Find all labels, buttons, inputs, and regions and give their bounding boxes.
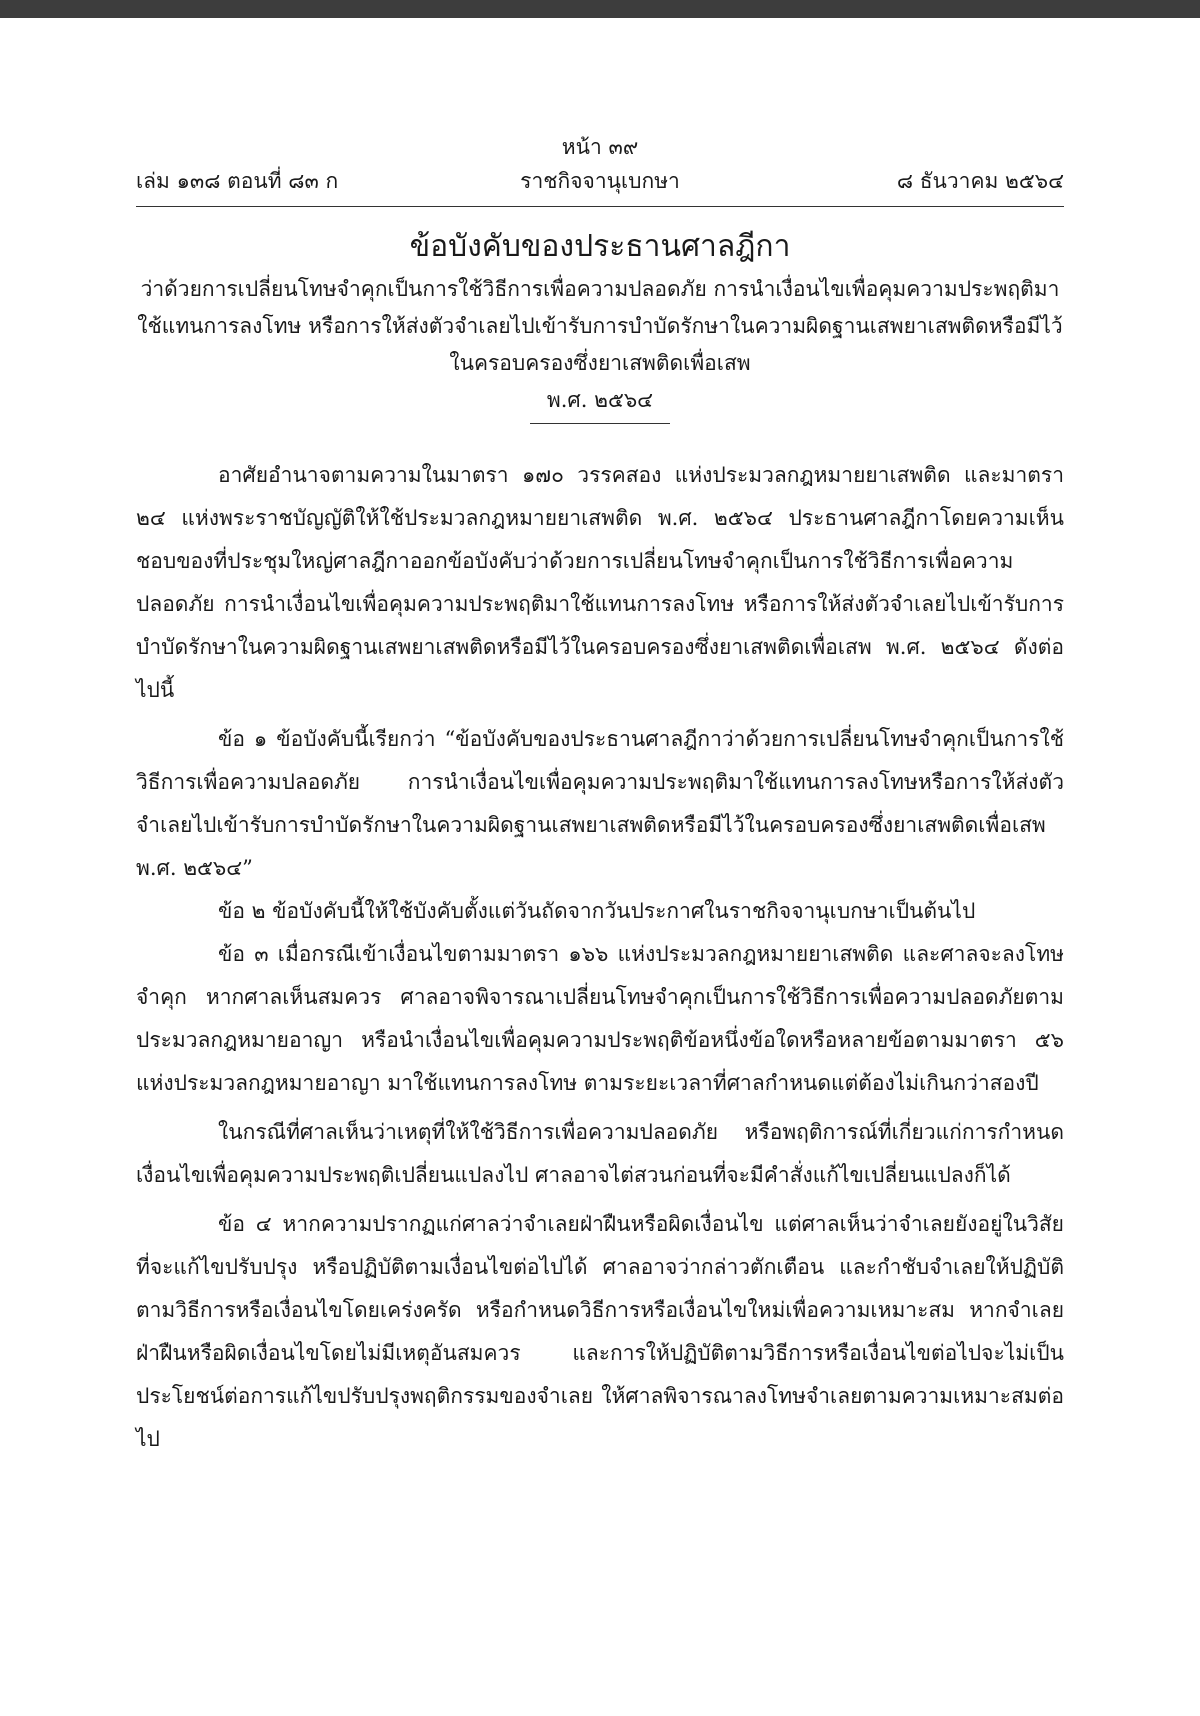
clause-3-paragraph: ข้อ ๓ เมื่อกรณีเข้าเงื่อนไขตามมาตรา ๑๖๖ แห่งประมวลกฎหมายยาเสพติด และศาลจะลงโทษจำคุก หากศาลเห็นสมควร ศาลอาจพิจารณาเปลี่ยนโทษจำคุกเป็นการใช้วิธีการเพื่อความปลอดภัยตามประมวลกฎหมายอาญา หรือนำเงื่อนไขเพื่อคุมความประพฤติข้อหนึ่งข้อใดหรือหลายข้อตามมาตรา ๕๖ แห่งประมวลกฎหมายอาญา มาใช้แทนการลงโทษ ตามระยะเวลาที่ศาลกำหนดแต่ต้องไม่เกินกว่าสองปี: [136, 942, 1064, 1095]
gazette-name: ราชกิจจานุเบกษา: [520, 169, 680, 193]
header-divider: [136, 206, 1064, 207]
document-title: ข้อบังคับของประธานศาลฎีกา: [409, 229, 791, 264]
clause-1-paragraph: ข้อ ๑ ข้อบังคับนี้เรียกว่า “ข้อบังคับของประธานศาลฎีกาว่าด้วยการเปลี่ยนโทษจำคุกเป็นการใช้วิธีการเพื่อความปลอดภัย การนำเงื่อนไขเพื่อคุมความประพฤติมาใช้แทนการลงโทษหรือการให้ส่งตัวจำเลยไปเข้ารับการบำบัดรักษาในความผิดฐานเสพยาเสพติดหรือมีไว้ในครอบครองซึ่งยาเสพติดเพื่อเสพ พ.ศ. ๒๕๖๔”: [136, 727, 1064, 880]
document-subtitle: ว่าด้วยการเปลี่ยนโทษจำคุกเป็นการใช้วิธีการเพื่อความปลอดภัย การนำเงื่อนไขเพื่อคุมความประพฤติมาใช้แทนการลงโทษ หรือการให้ส่งตัวจำเลยไปเข้ารับการบำบัดรักษาในความผิดฐานเสพยาเสพติดหรือมีไว้ในครอบครองซึ่งยาเสพติดเพื่อเสพ: [137, 277, 1063, 375]
clause-4-paragraph: ข้อ ๔ หากความปรากฏแก่ศาลว่าจำเลยฝ่าฝืนหรือผิดเงื่อนไข แต่ศาลเห็นว่าจำเลยยังอยู่ในวิสัยที่จะแก้ไขปรับปรุง หรือปฏิบัติตามเงื่อนไขต่อไปได้ ศาลอาจว่ากล่าวตักเตือน และกำชับจำเลยให้ปฏิบัติตามวิธีการหรือเงื่อนไขโดยเคร่งครัด หรือกำหนดวิธีการหรือเงื่อนไขใหม่เพื่อความเหมาะสม หากจำเลยฝ่าฝืนหรือผิดเงื่อนไขโดยไม่มีเหตุอันสมควร และการให้ปฏิบัติตามวิธีการหรือเงื่อนไขต่อไปจะไม่เป็นประโยชน์ต่อการแก้ไขปรับปรุงพฤติกรรมของจำเลย ให้ศาลพิจารณาลงโทษจำเลยตามความเหมาะสมต่อไป: [136, 1212, 1064, 1451]
title-divider: [530, 423, 670, 424]
clause-3-second-paragraph: ในกรณีที่ศาลเห็นว่าเหตุที่ให้ใช้วิธีการเพื่อความปลอดภัย หรือพฤติการณ์ที่เกี่ยวแก่การกำหนดเงื่อนไขเพื่อคุมความประพฤติเปลี่ยนแปลงไป ศาลอาจไต่สวนก่อนที่จะมีคำสั่งแก้ไขเปลี่ยนแปลงก็ได้: [136, 1120, 1064, 1187]
volume-info: เล่ม ๑๓๘ ตอนที่ ๘๓ ก: [136, 169, 339, 193]
document-body: [136, 454, 1064, 1461]
document-year: พ.ศ. ๒๕๖๔: [546, 388, 654, 412]
page-number: หน้า ๓๙: [561, 135, 639, 159]
top-status-bar: [0, 0, 1200, 18]
gazette-header: [136, 164, 1064, 198]
gazette-page: [136, 130, 1064, 1461]
clause-2-paragraph: ข้อ ๒ ข้อบังคับนี้ให้ใช้บังคับตั้งแต่วันถัดจากวันประกาศในราชกิจจานุเบกษาเป็นต้นไป: [218, 899, 976, 923]
preamble-paragraph: อาศัยอำนาจตามความในมาตรา ๑๗๐ วรรคสอง แห่งประมวลกฎหมายยาเสพติด และมาตรา ๒๔ แห่งพระราชบัญญัติให้ใช้ประมวลกฎหมายยาเสพติด พ.ศ. ๒๕๖๔ ประธานศาลฎีกาโดยความเห็นชอบของที่ประชุมใหญ่ศาลฎีกาออกข้อบังคับว่าด้วยการเปลี่ยนโทษจำคุกเป็นการใช้วิธีการเพื่อความปลอดภัย การนำเงื่อนไขเพื่อคุมความประพฤติมาใช้แทนการลงโทษ หรือการให้ส่งตัวจำเลยไปเข้ารับการบำบัดรักษาในความผิดฐานเสพยาเสพติดหรือมีไว้ในครอบครองซึ่งยาเสพติดเพื่อเสพ พ.ศ. ๒๕๖๔ ดังต่อไปนี้: [136, 463, 1064, 702]
publication-date: ๘ ธันวาคม ๒๕๖๔: [896, 169, 1064, 193]
